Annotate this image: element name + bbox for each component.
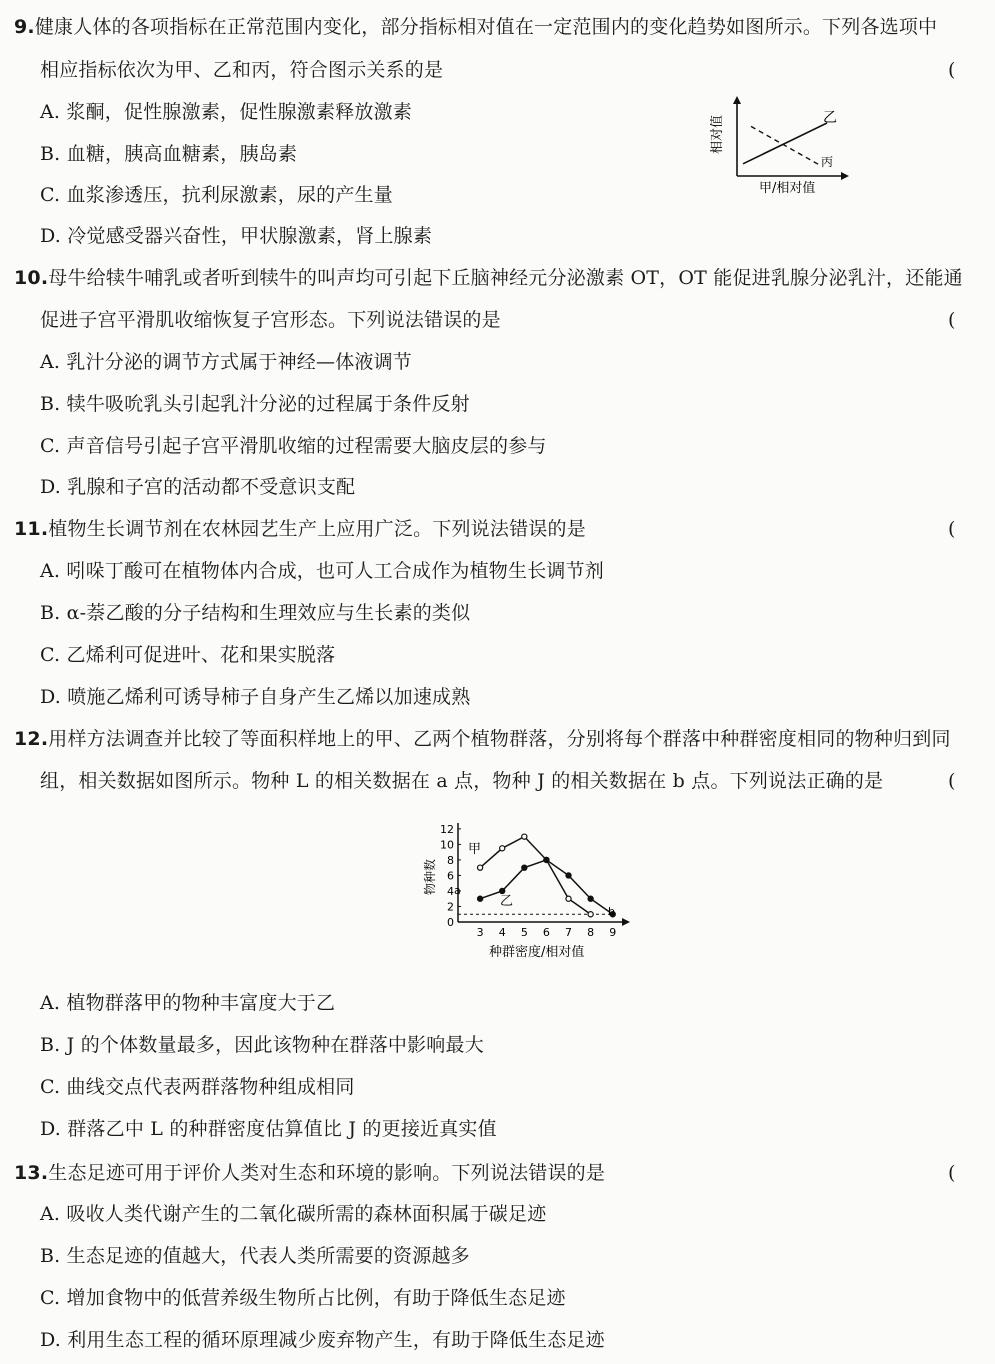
q9-x-axis-label: 甲/相对值: [759, 181, 816, 196]
q12-option-a: A. 植物群落甲的物种丰富度大于乙: [40, 992, 336, 1014]
q12-option-b: B. J 的个体数量最多，因此该物种在群落中影响最大: [40, 1034, 484, 1056]
q13-option-c: C. 增加食物中的低营养级生物所占比例，有助于降低生态足迹: [40, 1287, 566, 1309]
q12-series-jia-label: 甲: [468, 842, 482, 857]
q12-x-tick-label: 9: [609, 926, 617, 939]
q10-option-b: B. 犊牛吸吮乳头引起乳汁分泌的过程属于条件反射: [40, 393, 470, 415]
q10-answer-paren: (: [948, 309, 956, 331]
q9-stem-line-2: 相应指标依次为甲、乙和丙，符合图示关系的是: [40, 59, 444, 81]
q9-option-a: A. 浆酮，促性腺激素，促性腺激素释放激素: [40, 101, 413, 123]
q9-series-yi-label: 乙: [823, 110, 837, 126]
q10-stem-line-1: [14, 265, 963, 291]
q12-point-yi: [544, 857, 549, 862]
q11-option-c: C. 乙烯利可促进叶、花和果实脱落: [40, 644, 336, 666]
q12-stem-text-1: 用样方法调查并比较了等面积样地上的甲、乙两个植物群落，分别将每个群落中种群密度相同的物种归到同: [48, 728, 951, 750]
q12-series-line-jia: [480, 837, 591, 915]
q12-x-tick-label: 4: [498, 926, 506, 939]
q12-stem-line-2: 组，相关数据如图所示。物种 L 的相关数据在 a 点，物种 J 的相关数据在 b 点。下列说法正确的是: [40, 770, 884, 792]
q13-option-a: A. 吸收人类代谢产生的二氧化碳所需的森林面积属于碳足迹: [40, 1203, 547, 1225]
q12-point-b-label: b: [608, 905, 615, 918]
q12-x-tick-label: 5: [520, 926, 528, 939]
q11-stem-line-1: [14, 516, 586, 542]
q12-x-tick-label: 7: [565, 926, 573, 939]
q12-y-tick-label: 12: [440, 822, 454, 836]
q12-species-chart: [414, 815, 634, 965]
q12-y-axis-label: 物种数: [423, 858, 437, 895]
q12-option-c: C. 曲线交点代表两群落物种组成相同: [40, 1076, 355, 1098]
q12-y-tick-label: 2: [447, 900, 454, 914]
q13-option-d: D. 利用生态工程的循环原理减少废弃物产生，有助于降低生态足迹: [40, 1329, 605, 1351]
q12-stem-line-1: [14, 726, 951, 752]
q11-option-b: B. α-萘乙酸的分子结构和生理效应与生长素的类似: [40, 602, 471, 624]
q13-number: 13.: [14, 1162, 49, 1184]
q12-point-yi: [588, 896, 593, 901]
q10-stem-text-1: 母牛给犊牛哺乳或者听到犊牛的叫声均可引起下丘脑神经元分泌激素 OT，OT 能促进乳腺分泌乳汁，还能通: [48, 267, 963, 289]
q9-option-c: C. 血浆渗透压，抗利尿激素，尿的产生量: [40, 184, 393, 206]
q12-point-jia: [522, 834, 527, 839]
q10-option-a: A. 乳汁分泌的调节方式属于神经—体液调节: [40, 351, 413, 373]
q13-stem-text-1: 生态足迹可用于评价人类对生态和环境的影响。下列说法错误的是: [48, 1162, 606, 1184]
q10-number: 10.: [14, 267, 49, 289]
q10-option-c: C. 声音信号引起子宫平滑肌收缩的过程需要大脑皮层的参与: [40, 435, 547, 457]
q12-number: 12.: [14, 728, 49, 750]
q12-y-tick-label: 8: [447, 853, 454, 867]
q12-series-yi-label: 乙: [500, 894, 514, 909]
q12-y-tick-label: 4: [447, 884, 454, 898]
q10-stem-line-2: 促进子宫平滑肌收缩恢复子宫形态。下列说法错误的是: [40, 309, 501, 331]
q12-y-tick-label: 6: [447, 869, 454, 883]
q13-answer-paren: (: [948, 1162, 956, 1184]
q13-option-b: B. 生态足迹的值越大，代表人类所需要的资源越多: [40, 1245, 470, 1267]
q12-point-yi: [522, 865, 527, 870]
q11-number: 11.: [14, 518, 49, 540]
q11-option-a: A. 吲哚丁酸可在植物体内合成，也可人工合成作为植物生长调节剂: [40, 560, 605, 582]
q9-option-d: D. 冷觉感受器兴奋性，甲状腺激素，肾上腺素: [40, 225, 433, 247]
q9-stem-line-1: [14, 14, 937, 40]
q12-point-jia: [500, 846, 505, 851]
q12-point-jia: [566, 896, 571, 901]
q11-answer-paren: (: [948, 518, 956, 540]
q9-y-axis-label: 相对值: [710, 114, 725, 154]
q12-option-d: D. 群落乙中 L 的种群密度估算值比 J 的更接近真实值: [40, 1118, 497, 1140]
q12-point-a-label: a: [454, 884, 461, 897]
q12-y-tick-label: 10: [440, 838, 454, 852]
q11-option-d: D. 喷施乙烯利可诱导柿子自身产生乙烯以加速成熟: [40, 686, 471, 708]
q13-stem-line-1: [14, 1160, 605, 1186]
q9-stem-text-1: 健康人体的各项指标在正常范围内变化，部分指标相对值在一定范围内的变化趋势如图所示。下列各选项中: [34, 16, 938, 38]
q12-x-axis-arrow: [622, 918, 630, 926]
q11-stem-text-1: 植物生长调节剂在农林园艺生产上应用广泛。下列说法错误的是: [48, 518, 586, 540]
q9-option-b: B. 血糖，胰高血糖素，胰岛素: [40, 143, 298, 165]
q9-trend-chart: [695, 94, 860, 198]
q12-point-jia: [478, 865, 483, 870]
q9-series-yi-line: [743, 123, 827, 164]
q9-series-bing-label: 丙: [821, 155, 834, 169]
q10-option-d: D. 乳腺和子宫的活动都不受意识支配: [40, 476, 356, 498]
q12-answer-paren: (: [948, 770, 956, 792]
q12-x-tick-label: 8: [587, 926, 595, 939]
q12-point-jia: [588, 912, 593, 917]
q12-y-tick-label: 0: [447, 916, 454, 929]
q9-series-bing-line: [751, 126, 821, 165]
q9-answer-paren: (: [948, 59, 956, 81]
q12-point-yi: [566, 873, 571, 878]
q12-point-yi: [500, 888, 505, 893]
q9-y-axis-arrow: [733, 96, 741, 104]
q12-x-tick-label: 3: [476, 926, 484, 939]
q12-x-axis-label: 种群密度/相对值: [489, 945, 585, 960]
q12-point-yi: [478, 896, 483, 901]
q9-number: 9.: [14, 16, 35, 38]
q9-x-axis-arrow: [841, 172, 849, 180]
q12-x-tick-label: 6: [542, 926, 550, 939]
